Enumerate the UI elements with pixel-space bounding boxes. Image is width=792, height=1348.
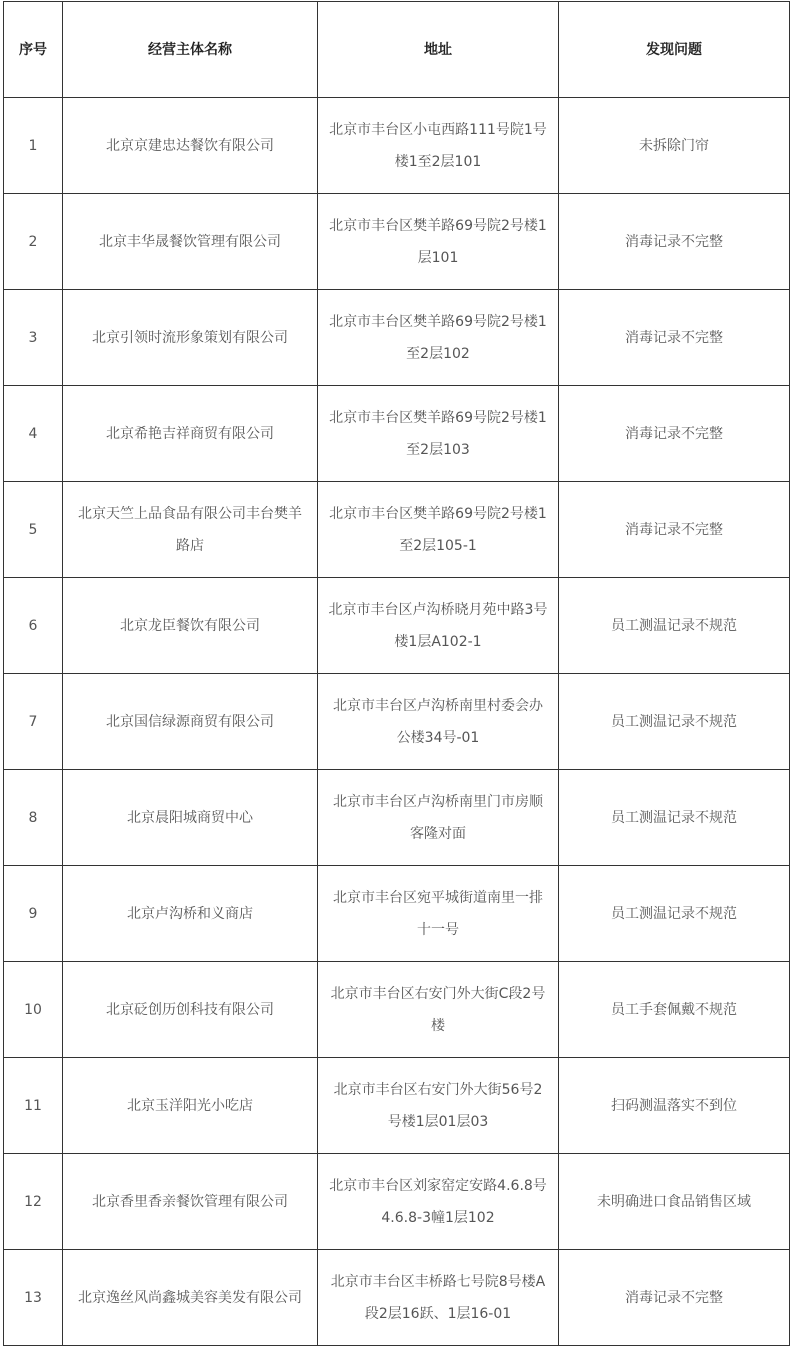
table-row xyxy=(4,482,790,578)
cell-address: 北京市丰台区卢沟桥南里村委会办公楼34号-01 xyxy=(318,674,559,770)
cell-address: 北京市丰台区樊羊路69号院2号楼1层101 xyxy=(318,194,559,290)
inspection-table-container xyxy=(3,1,790,1346)
table-row xyxy=(4,1154,790,1250)
cell-address: 北京市丰台区小屯西路111号院1号楼1至2层101 xyxy=(318,98,559,194)
cell-business-name: 北京希艳吉祥商贸有限公司 xyxy=(63,386,318,482)
cell-index: 1 xyxy=(4,98,63,194)
table-row xyxy=(4,770,790,866)
cell-index: 10 xyxy=(4,962,63,1058)
cell-issue: 消毒记录不完整 xyxy=(559,290,790,386)
cell-address: 北京市丰台区樊羊路69号院2号楼1至2层103 xyxy=(318,386,559,482)
cell-index: 6 xyxy=(4,578,63,674)
cell-issue: 消毒记录不完整 xyxy=(559,386,790,482)
cell-address: 北京市丰台区樊羊路69号院2号楼1至2层105-1 xyxy=(318,482,559,578)
cell-index: 7 xyxy=(4,674,63,770)
cell-index: 13 xyxy=(4,1250,63,1346)
cell-business-name: 北京逸丝风尚鑫城美容美发有限公司 xyxy=(63,1250,318,1346)
cell-business-name: 北京砭创历创科技有限公司 xyxy=(63,962,318,1058)
cell-address: 北京市丰台区卢沟桥晓月苑中路3号楼1层A102-1 xyxy=(318,578,559,674)
cell-business-name: 北京丰华晟餐饮管理有限公司 xyxy=(63,194,318,290)
cell-address: 北京市丰台区卢沟桥南里门市房顺客隆对面 xyxy=(318,770,559,866)
cell-issue: 消毒记录不完整 xyxy=(559,1250,790,1346)
cell-index: 4 xyxy=(4,386,63,482)
cell-issue: 消毒记录不完整 xyxy=(559,194,790,290)
table-row xyxy=(4,1250,790,1346)
cell-business-name: 北京香里香亲餐饮管理有限公司 xyxy=(63,1154,318,1250)
cell-index: 8 xyxy=(4,770,63,866)
table-row xyxy=(4,386,790,482)
cell-issue: 员工测温记录不规范 xyxy=(559,674,790,770)
cell-business-name: 北京卢沟桥和义商店 xyxy=(63,866,318,962)
cell-index: 12 xyxy=(4,1154,63,1250)
cell-issue: 员工测温记录不规范 xyxy=(559,770,790,866)
cell-index: 2 xyxy=(4,194,63,290)
table-row xyxy=(4,578,790,674)
header-address: 地址 xyxy=(318,2,559,98)
cell-issue: 员工测温记录不规范 xyxy=(559,578,790,674)
header-business-name: 经营主体名称 xyxy=(63,2,318,98)
cell-issue: 未明确进口食品销售区域 xyxy=(559,1154,790,1250)
cell-business-name: 北京玉洋阳光小吃店 xyxy=(63,1058,318,1154)
cell-address: 北京市丰台区宛平城街道南里一排十一号 xyxy=(318,866,559,962)
cell-address: 北京市丰台区右安门外大街C段2号楼 xyxy=(318,962,559,1058)
cell-business-name: 北京京建忠达餐饮有限公司 xyxy=(63,98,318,194)
cell-address: 北京市丰台区刘家窑定安路4.6.8号4.6.8-3幢1层102 xyxy=(318,1154,559,1250)
inspection-table xyxy=(3,1,790,1346)
header-issue: 发现问题 xyxy=(559,2,790,98)
table-row xyxy=(4,674,790,770)
cell-business-name: 北京引领时流形象策划有限公司 xyxy=(63,290,318,386)
cell-issue: 扫码测温落实不到位 xyxy=(559,1058,790,1154)
cell-issue: 员工测温记录不规范 xyxy=(559,866,790,962)
cell-issue: 未拆除门帘 xyxy=(559,98,790,194)
cell-index: 5 xyxy=(4,482,63,578)
cell-issue: 员工手套佩戴不规范 xyxy=(559,962,790,1058)
cell-address: 北京市丰台区丰桥路七号院8号楼A段2层16跃、1层16-01 xyxy=(318,1250,559,1346)
table-row xyxy=(4,194,790,290)
cell-business-name: 北京龙臣餐饮有限公司 xyxy=(63,578,318,674)
cell-index: 11 xyxy=(4,1058,63,1154)
cell-business-name: 北京晨阳城商贸中心 xyxy=(63,770,318,866)
table-row xyxy=(4,1058,790,1154)
cell-index: 9 xyxy=(4,866,63,962)
cell-business-name: 北京天竺上品食品有限公司丰台樊羊路店 xyxy=(63,482,318,578)
table-row xyxy=(4,866,790,962)
cell-issue: 消毒记录不完整 xyxy=(559,482,790,578)
cell-address: 北京市丰台区樊羊路69号院2号楼1至2层102 xyxy=(318,290,559,386)
table-row xyxy=(4,98,790,194)
cell-address: 北京市丰台区右安门外大街56号2号楼1层01层03 xyxy=(318,1058,559,1154)
table-row xyxy=(4,290,790,386)
table-header-row xyxy=(4,2,790,98)
table-row xyxy=(4,962,790,1058)
header-index: 序号 xyxy=(4,2,63,98)
cell-business-name: 北京国信绿源商贸有限公司 xyxy=(63,674,318,770)
cell-index: 3 xyxy=(4,290,63,386)
table-body xyxy=(4,98,790,1346)
